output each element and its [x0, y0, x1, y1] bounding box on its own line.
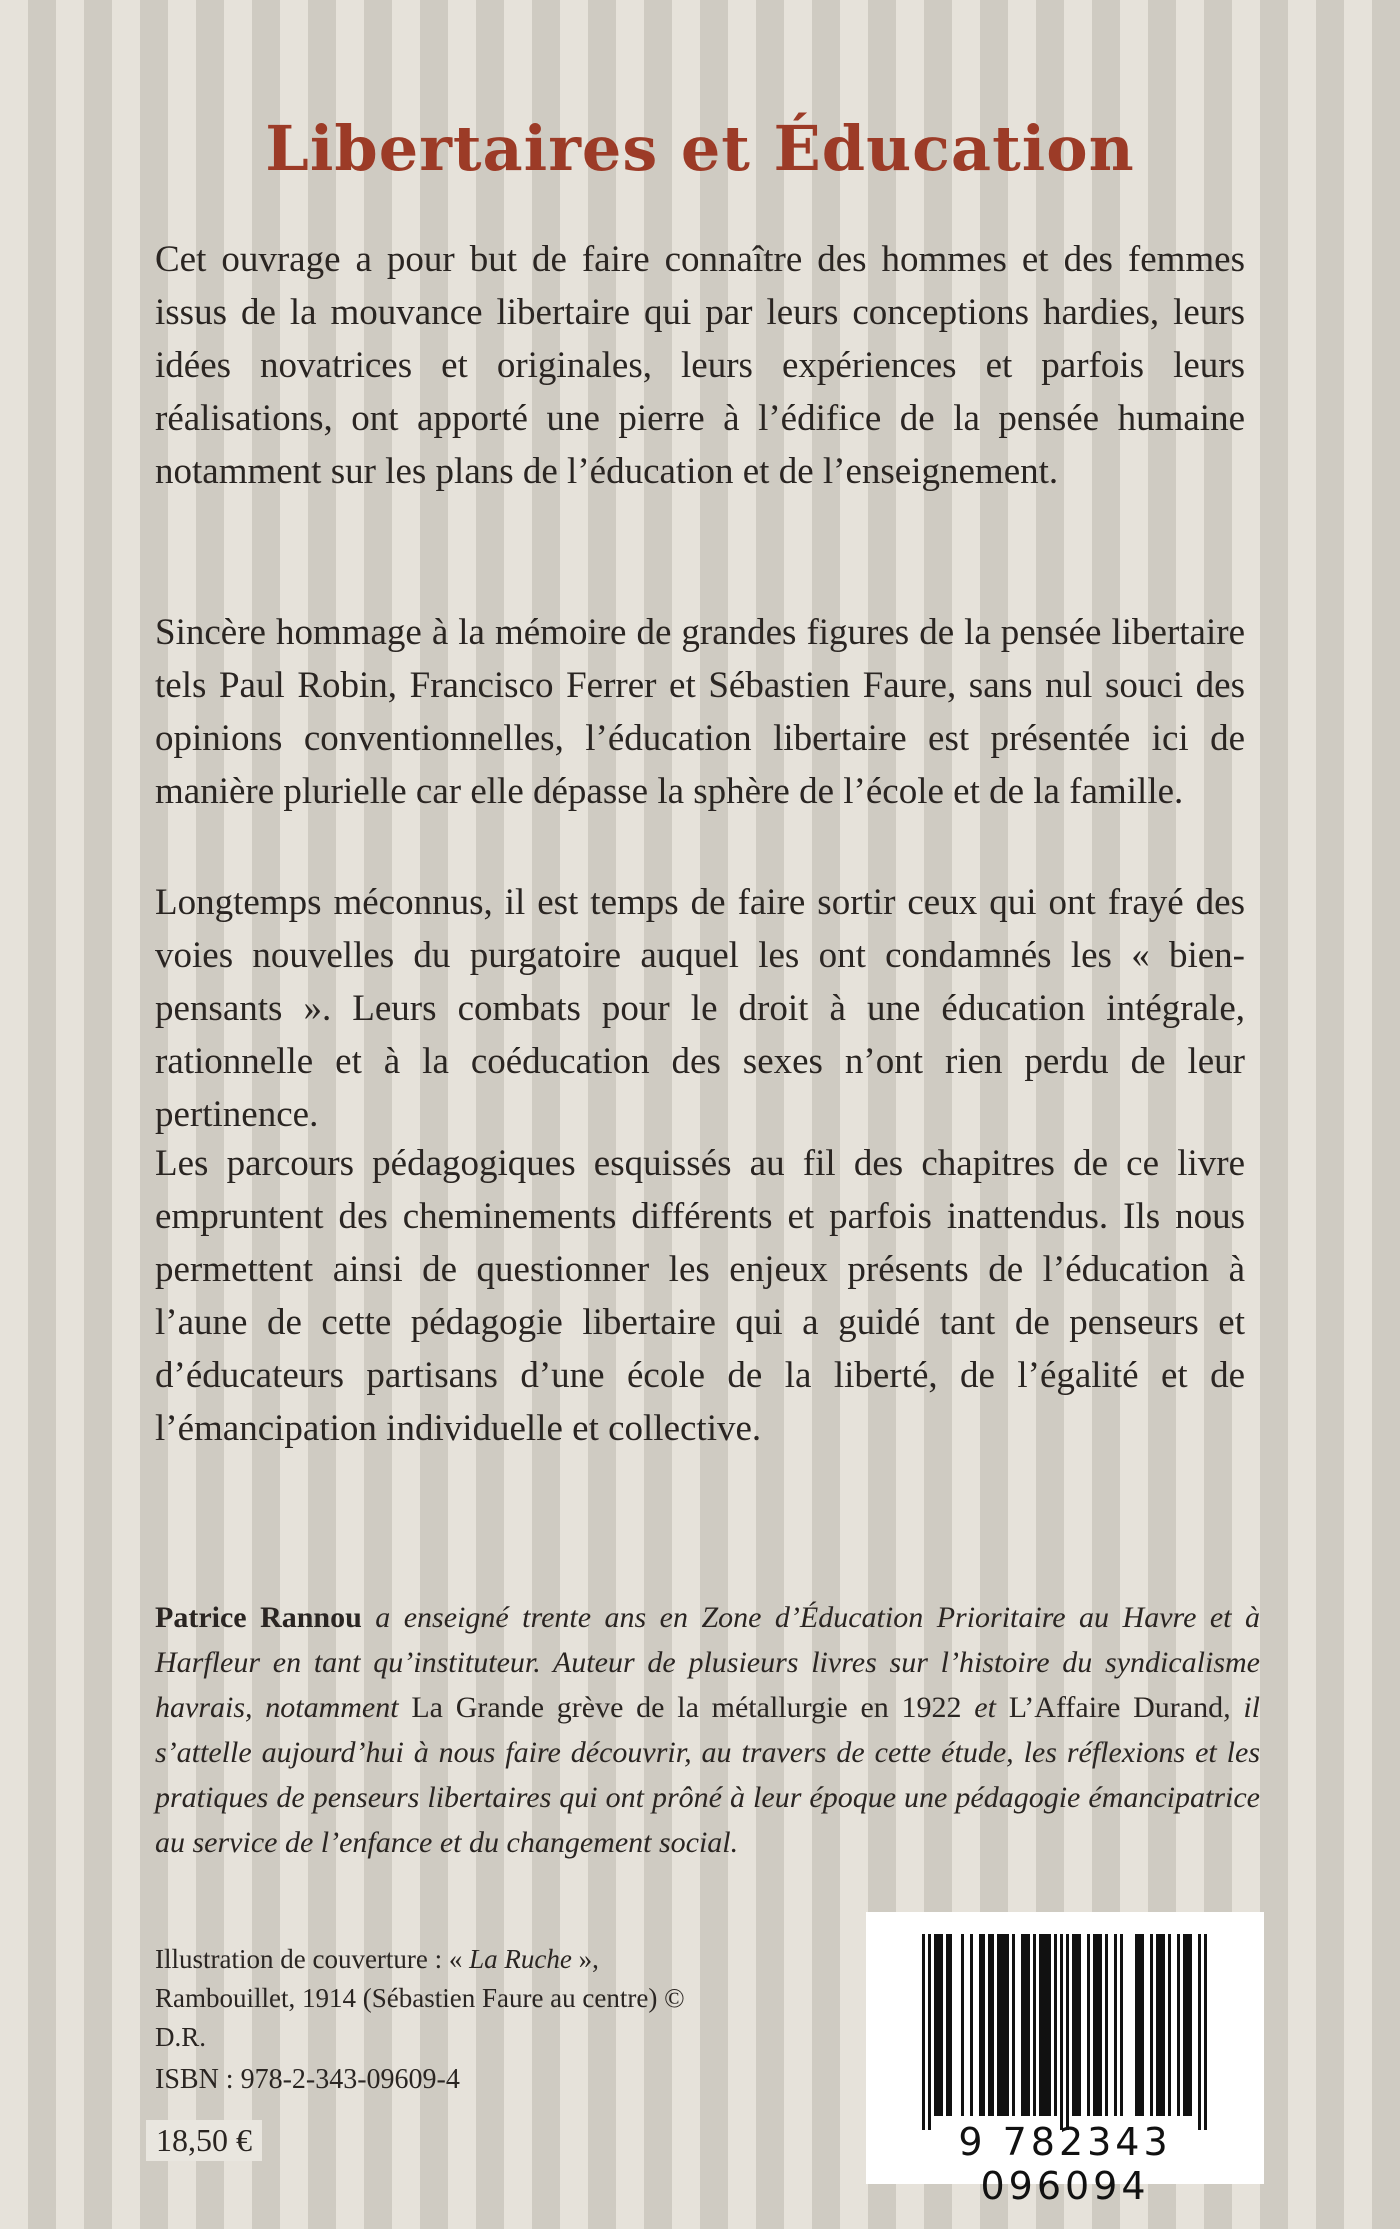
barcode-bar	[1024, 1934, 1027, 2116]
barcode-bar	[1027, 1934, 1030, 2116]
barcode-bar	[1198, 1934, 1201, 2130]
barcode-bar	[1042, 1934, 1045, 2116]
credit-suffix: », Rambouillet, 1914 (Sébastien Faure au centre) © D.R.	[155, 1944, 685, 2052]
barcode-bar	[1156, 1934, 1159, 2116]
barcode-bar	[1087, 1934, 1090, 2116]
barcode-bar	[1096, 1934, 1099, 2116]
book-title: Libertaires et Éducation	[265, 112, 1135, 185]
author-name: Patrice Rannou	[155, 1601, 362, 1634]
barcode-bar	[937, 1934, 940, 2116]
barcode-bar	[1003, 1934, 1006, 2116]
price-label: 18,50 €	[146, 2120, 262, 2161]
barcode-bar	[982, 1934, 985, 2116]
barcode-bar	[1120, 1934, 1123, 2116]
barcode-bar	[1183, 1934, 1186, 2116]
summary-paragraph-3: Longtemps méconnus, il est temps de faire sortir ceux qui ont frayé des voies nouvelles du purgatoire auquel les ont condamnés les « bien-pensants ». Leurs combats pour le droit à une éducation intégrale, rationnelle et à la coéducation des sexes n’ont rien perdu de leur pertinence.	[155, 882, 1245, 1135]
barcode-bar	[1006, 1934, 1009, 2116]
bio-text-1: a enseigné trente ans en Zone d’Éducation Prioritaire au Havre et à Harfleur en tant qu’instituteur. Auteur de plusieurs livres sur l’histoire du syndicalisme havrais, notamment	[155, 1601, 1260, 1724]
barcode-bar	[1093, 1934, 1096, 2116]
barcode-bar	[1045, 1934, 1048, 2116]
barcode-bar	[1000, 1934, 1003, 2116]
barcode-bar	[991, 1934, 994, 2116]
barcode-digits: 9 782343 096094	[958, 2120, 1172, 2208]
barcode-bar	[1177, 1934, 1180, 2116]
book-title-2: L’Affaire Durand	[1008, 1691, 1224, 1724]
barcode-bar	[1075, 1934, 1078, 2116]
credit-work: La Ruche	[469, 1944, 572, 1974]
barcode-bar	[1186, 1934, 1189, 2116]
barcode-bar	[1114, 1934, 1117, 2116]
barcode-bar	[1048, 1934, 1051, 2116]
barcode-bar	[970, 1934, 973, 2116]
barcode-bar	[1159, 1934, 1162, 2116]
barcode-bar	[961, 1934, 964, 2116]
barcode-bar	[1066, 1934, 1069, 2130]
summary-paragraph-2: Sincère hommage à la mémoire de grandes figures de la pensée libertaire tels Paul Robin, Francisco Ferrer et Sébastien Faure, sans nul souci des opinions conventionnelles, l’éducation libertaire est présentée ici de manière plurielle car elle dépasse la sphère de l’école et de la famille.	[155, 612, 1245, 812]
barcode-bar	[1012, 1934, 1015, 2116]
cover-credit	[155, 1940, 715, 2057]
barcode-bar	[1078, 1934, 1081, 2116]
barcode-bar	[946, 1934, 949, 2116]
author-biography	[155, 1595, 1260, 1865]
bio-text-3: , il s’attelle aujourd’hui à nous faire découvrir, au travers de cette étude, les réflexions et les pratiques de penseurs libertaires qui ont prôné à leur époque une pédagogie émancipatrice au service de l’enfance et du changement social.	[155, 1691, 1261, 1859]
barcode-bar	[1138, 1934, 1141, 2116]
barcode-bar	[1150, 1934, 1153, 2116]
barcode-bar	[1054, 1934, 1057, 2116]
barcode-bar	[928, 1934, 931, 2130]
barcode-bar	[988, 1934, 991, 2116]
barcode-bar	[1099, 1934, 1102, 2116]
barcode-bar	[1105, 1934, 1108, 2116]
isbn-label: ISBN : 978-2-343-09609-4	[155, 2064, 460, 2095]
summary-paragraph-4: Les parcours pédagogiques esquissés au fil des chapitres de ce livre empruntent des cheminements différents et parfois inattendus. Ils nous permettent ainsi de questionner les enjeux présents de l’éducation à l’aune de cette pédagogie libertaire qui a guidé tant de penseurs et d’éducateurs partisans d’une école de la liberté, de l’égalité et de l’émancipation individuelle et collective.	[155, 1143, 1245, 1449]
barcode-bar	[1039, 1934, 1042, 2116]
book-title-1: La Grande grève de la métallurgie en 1922	[411, 1691, 962, 1724]
barcode	[866, 1912, 1264, 2208]
summary-paragraph-1: Cet ouvrage a pour but de faire connaître des hommes et des femmes issus de la mouvance libertaire qui par leurs conceptions hardies, leurs idées novatrices et originales, leurs expériences et parfois leurs réalisations, ont apporté une pierre à l’édifice de la pensée humaine notamment sur les plans de l’éducation et de l’enseignement.	[155, 239, 1245, 492]
barcode-bar	[1189, 1934, 1192, 2116]
barcode-bar	[1135, 1934, 1138, 2116]
barcode-bar	[979, 1934, 982, 2116]
barcode-bar	[1072, 1934, 1075, 2116]
barcode-bar	[940, 1934, 943, 2116]
bio-text-2: et	[961, 1691, 1009, 1724]
credit-prefix: Illustration de couverture : «	[155, 1944, 470, 1974]
barcode-bar	[1021, 1934, 1024, 2116]
barcode-bar	[949, 1934, 952, 2116]
barcode-bar	[934, 1934, 937, 2116]
barcode-bar	[1060, 1934, 1063, 2130]
barcode-bar	[1204, 1934, 1207, 2130]
barcode-bar	[1162, 1934, 1165, 2116]
barcode-bar	[1168, 1934, 1171, 2116]
barcode-bar	[1033, 1934, 1036, 2116]
barcode-bar	[922, 1934, 925, 2130]
barcode-bar	[997, 1934, 1000, 2116]
barcode-bar	[1141, 1934, 1144, 2116]
